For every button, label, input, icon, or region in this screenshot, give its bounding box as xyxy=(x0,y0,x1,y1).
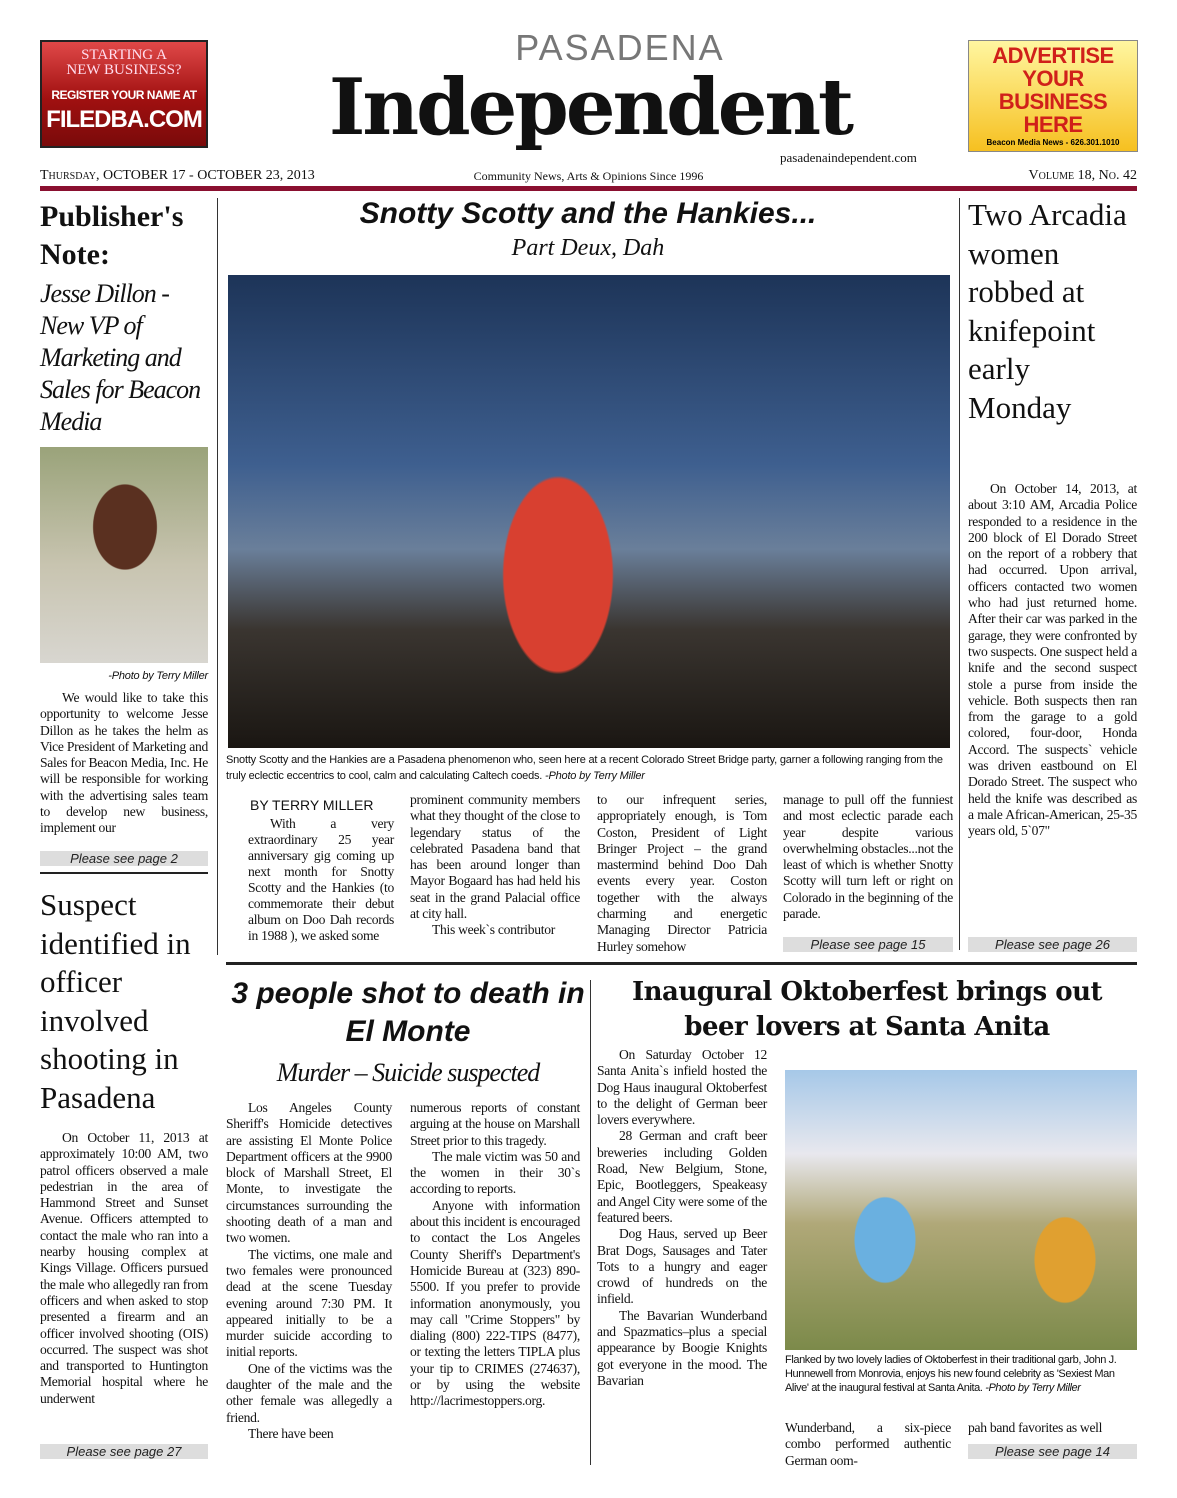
see-page-14-link[interactable]: Please see page 14 xyxy=(968,1444,1137,1459)
ad-line: YOUR xyxy=(1022,66,1084,91)
oktoberfest-caption xyxy=(785,1353,1137,1395)
elmonte-subhead: Murder – Suicide suspected xyxy=(276,1058,540,1087)
see-page-2-link[interactable]: Please see page 2 xyxy=(40,851,208,866)
scotty-subhead: Part Deux, Dah xyxy=(511,235,665,261)
ad-line: BUSINESS xyxy=(998,89,1108,114)
scotty-col-2 xyxy=(410,792,580,939)
paragraph: pah band favorites as well xyxy=(968,1420,1103,1435)
paragraph: There have been xyxy=(248,1425,334,1441)
oktoberfest-photo xyxy=(785,1070,1137,1350)
paragraph: numerous reports of constant arguing at the house on Marshall Street prior to this tragedy. xyxy=(410,1100,580,1148)
elmonte-col-1 xyxy=(226,1100,392,1442)
caption-credit: -Photo by Terry Miller xyxy=(985,1382,1081,1394)
column-divider xyxy=(217,198,218,955)
scotty-col-4 xyxy=(783,792,953,922)
section-divider xyxy=(226,962,1137,965)
ad-line: FILEDBA.COM xyxy=(46,106,202,133)
paragraph: On Saturday October 12 Santa Anita`s infield hosted the Dog Haus inaugural Oktoberfest to the delight of German beer lovers everywhere. xyxy=(597,1047,767,1128)
paragraph: One of the victims was the daughter of the male and the other female was allegedly a friend. xyxy=(226,1360,392,1425)
band-photo xyxy=(228,275,950,748)
paragraph: The Bavarian Wunderband and Spazmatics–plus a special appearance by Boogie Knights got everyone in the mood. The Bavarian xyxy=(597,1307,767,1388)
ad-line: STARTING A xyxy=(81,47,167,63)
band-photo-caption xyxy=(226,752,956,784)
jesse-dillon-photo xyxy=(40,447,208,663)
scotty-headline[interactable]: Snotty Scotty and the Hankies... xyxy=(359,197,817,230)
paragraph: prominent community members what they thought of the close to legendary status of the celebrated Pasadena band that has been around longer than Mayor Bogaard has had held his seat in the grand Palacial office at city hall. xyxy=(410,792,580,922)
oktoberfest-headline[interactable]: Inaugural Oktoberfest brings out beer lovers at Santa Anita xyxy=(631,977,1102,1042)
tagline: Community News, Arts & Opinions Since 1996 xyxy=(473,169,704,183)
publisher-subhead: Jesse Dillon - New VP of Marketing and Sales for Beacon Media xyxy=(40,279,201,436)
ad-line: NEW BUSINESS? xyxy=(66,62,182,78)
scotty-col-3 xyxy=(597,792,767,955)
ad-advertise[interactable] xyxy=(968,40,1138,152)
see-page-26-link[interactable]: Please see page 26 xyxy=(968,937,1137,952)
column-divider xyxy=(959,198,960,950)
ad-line: REGISTER YOUR NAME AT xyxy=(51,88,197,102)
paragraph: The victims, one male and two females were pronounced dead at the scene Tuesday evening around 7:30 PM. It appeared initially to be a murder suicide according to initial reports. xyxy=(226,1246,392,1360)
paragraph: Wunderband, a six-piece combo performed authentic German oom- xyxy=(785,1420,951,1468)
volume-number: Volume 18, No. 42 xyxy=(1028,168,1137,183)
elmonte-headline[interactable]: 3 people shot to death in El Monte xyxy=(231,977,585,1048)
section-divider xyxy=(40,872,208,874)
scotty-col-1 xyxy=(248,816,394,944)
byline: BY TERRY MILLER xyxy=(250,797,374,813)
ad-filedba[interactable] xyxy=(40,40,208,148)
ad-line: ADVERTISE xyxy=(992,43,1114,68)
oktoberfest-col-1 xyxy=(597,1047,767,1389)
masthead-rule xyxy=(40,186,1137,191)
suspect-body xyxy=(40,1130,208,1407)
oktoberfest-col-2 xyxy=(785,1420,951,1469)
ad-line: Beacon Media News - 626.301.1010 xyxy=(986,138,1120,147)
issue-date: Thursday, OCTOBER 17 - OCTOBER 23, 2013 xyxy=(40,168,315,183)
paragraph: With a very extraordinary 25 year anniversary gig coming up next month for Snotty Scotty and the Hankies (to commemorate their debut album on Doo Dah records in 1988 ), we asked some xyxy=(248,816,394,943)
caption-credit: -Photo by Terry Miller xyxy=(545,770,645,782)
paragraph: Los Angeles County Sheriff's Homicide detectives are assisting El Monte Police Department officers at the 9900 block of Marshall Street, El Monte, to investigate the circumstances surrounding the shooting death of a man and two women. xyxy=(226,1100,392,1246)
caption-text: Snotty Scotty and the Hankies are a Pasadena phenomenon who, seen here at a recent Colorado Street Bridge party, garner a following ranging from the truly eclectic eccentrics to cool, calm and calculating Caltech coeds. xyxy=(226,754,943,782)
paragraph: This week`s contributor xyxy=(432,922,555,938)
publisher-body xyxy=(40,690,208,837)
paragraph: 28 German and craft beer breweries including Golden Road, New Belgium, Stone, Epic, Bootleggers, Speakeasy and Angel City were some of the featured beers. xyxy=(597,1128,767,1225)
column-divider xyxy=(590,980,591,1465)
see-page-15-link[interactable]: Please see page 15 xyxy=(783,937,953,952)
paragraph: On October 11, 2013 at approximately 10:00 AM, two patrol officers observed a male pedestrian in the area of Hammond Street and Sunset Avenue. Officers attempted to contact the male who ran into a nearby housing complex at Kings Village. Officers pursued the male who allegedly ran from officers and when asked to stop presented a firearm and an officer involved shooting (OIS) occurred. The suspect was shot and transported to Huntington Memorial hospital where he underwent xyxy=(40,1130,208,1406)
masthead-pasadena: PASADENA xyxy=(515,27,725,68)
paragraph: The male victim was 50 and the women in their 30`s according to reports. xyxy=(410,1148,580,1197)
caption-text: Flanked by two lovely ladies of Oktoberfest in their traditional garb, John J. Hunnewell from Monrovia, enjoys his new found celebrity as 'Sexiest Man Alive' at the inaugural festival at Santa Anita. xyxy=(785,1354,1117,1394)
paragraph: Dog Haus, served up Beer Brat Dogs, Sausages and Tater Tots to a hungry and eager crowd of hundreds on the infield. xyxy=(597,1226,767,1307)
oktoberfest-col-3 xyxy=(968,1420,1137,1436)
masthead-title: Independent xyxy=(328,62,852,153)
publisher-headline[interactable]: Publisher's Note: xyxy=(40,200,184,271)
paragraph: Anyone with information about this incident is encouraged to contact the Los Angeles County Sheriff's Department's Homicide Bureau at (323) 890-5500. If you prefer to provide information anonymously, you may call "Crime Stoppers" by dialing (800) 222-TIPS (8477), or texting the letters TIPLA plus your tip to CRIMES (274637), or by using the website http://lacrimestoppers.org. xyxy=(410,1197,580,1409)
paragraph: to our infrequent series, appropriately enough, is Tom Coston, President of Light Bringer Project – the grand mastermind behind Doo Dah events every year. Coston together with the always charming and energetic Managing Director Patricia Hurley somehow xyxy=(597,792,767,954)
elmonte-col-2 xyxy=(410,1100,580,1410)
paragraph: We would like to take this opportunity to welcome Jesse Dillon as he takes the helm as Vice President of Marketing and Sales for Beacon Media, Inc. He will be responsible for working with the advertising sales team to develop new business, implement our xyxy=(40,690,208,836)
arcadia-body xyxy=(968,481,1137,840)
photo-credit: -Photo by Terry Miller xyxy=(108,670,208,682)
arcadia-headline[interactable]: Two Arcadia women robbed at knifepoint early Monday xyxy=(968,197,1127,425)
paragraph: manage to pull off the funniest and most eclectic parade each year despite various overwhelming obstacles...not the least of which is whether Snotty Scotty will turn left or right on Colorado in the beginning of the parade. xyxy=(783,792,953,922)
suspect-headline[interactable]: Suspect identified in officer involved shooting in Pasadena xyxy=(40,887,191,1115)
paragraph: On October 14, 2013, at about 3:10 AM, Arcadia Police responded to a residence in the 200 block of El Dorado Street on the report of a robbery that had occurred. Upon arrival, officers contacted two women who had just returned home. After their car was parked in the garage, they were confronted by two suspects. One suspect held a knife and the second suspect stole a purse from inside the vehicle. Both suspects then ran from the garage to a gold colored, four-door, Honda Accord. The suspects` vehicle was driven eastbound on El Dorado Street. The suspect who held the knife was described as a male African-American, 25-35 years old, 5`07" xyxy=(968,481,1137,839)
site-url[interactable]: pasadenaindependent.com xyxy=(780,150,917,165)
see-page-27-link[interactable]: Please see page 27 xyxy=(40,1444,208,1459)
ad-line: HERE xyxy=(1023,112,1083,137)
